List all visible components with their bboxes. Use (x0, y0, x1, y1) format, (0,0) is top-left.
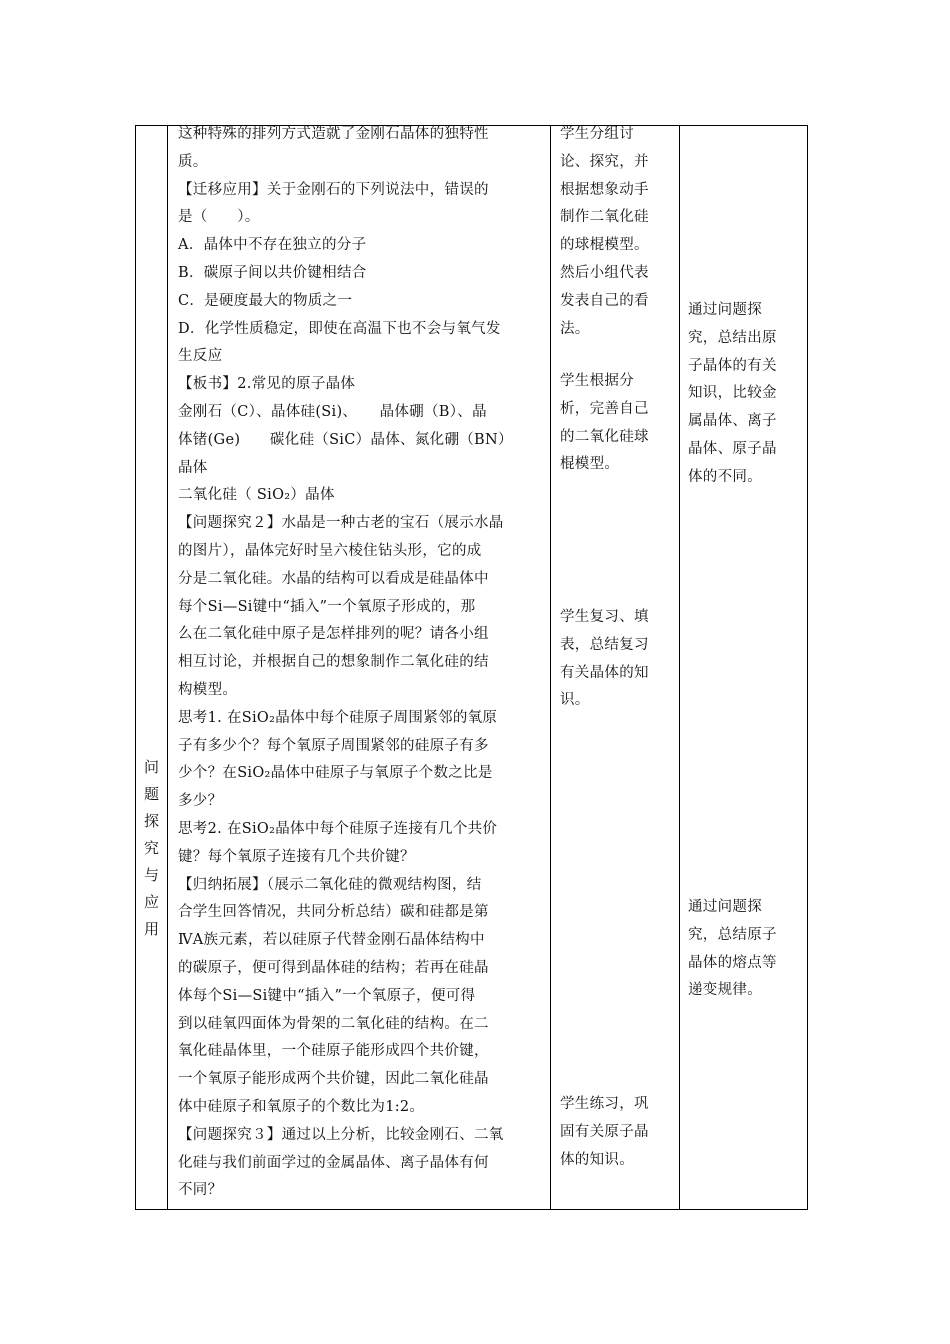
student-activity-line: 学生分组讨 (560, 126, 634, 142)
student-activity-line: 棍模型。 (560, 456, 620, 473)
student-activity-line: 发表自己的看 (560, 292, 649, 309)
content-line: 质。 (178, 153, 208, 170)
content-line: 少个？在SiO₂晶体中硅原子与氧原子个数之比是 (178, 765, 493, 782)
content-line: 子有多少个？每个氧原子周围紧邻的硅原子有多 (178, 737, 489, 754)
student-activity-line: 学生复习、填 (560, 609, 649, 625)
design-intent-line: 递变规律。 (688, 982, 762, 999)
student-activity-line: 根据想象动手 (560, 181, 649, 198)
content-line: 二氧化硅（ SiO₂）晶体 (178, 487, 335, 504)
content-line: 是（ ）。 (178, 209, 260, 226)
section-label-char: 题 (143, 785, 159, 803)
design-intent-line: 通过问题探 (688, 302, 762, 318)
column-divider (550, 126, 551, 1209)
student-activity-column (560, 126, 678, 1209)
content-line: 思考2. 在SiO₂晶体中每个硅原子连接有几个共价 (178, 821, 498, 837)
section-label-char: 问 (143, 758, 159, 776)
content-line: 金刚石（C）、晶体硅(Si)、 晶体硼（B）、晶 (178, 404, 487, 420)
student-activity-line: 学生练习，巩 (560, 1096, 649, 1112)
student-activity-line: 的球棍模型。 (560, 237, 649, 254)
content-line: 【归纳拓展】（展示二氧化硅的微观结构图，结 (178, 876, 482, 893)
student-activity-line: 有关晶体的知 (560, 664, 649, 681)
student-activity-line: 固有关原子晶 (560, 1123, 649, 1140)
design-intent-line: 体的不同。 (688, 468, 762, 485)
student-activity-line: 论、探究，并 (560, 153, 649, 170)
content-line: 化硅与我们前面学过的金属晶体、离子晶体有何 (178, 1154, 489, 1171)
content-line: 【问题探究２】水晶是一种古老的宝石（展示水晶 (178, 515, 504, 532)
content-line: 体中硅原子和氧原子的个数比为1:2。 (178, 1099, 425, 1115)
content-line: 合学生回答情况，共同分析总结）碳和硅都是第 (178, 904, 489, 921)
content-line: ⅣA族元素，若以硅原子代替金刚石晶体结构中 (178, 932, 485, 949)
design-intent-line: 属晶体、离子 (688, 413, 777, 430)
design-intent-line: 究，总结出原 (688, 329, 777, 346)
student-activity-line: 体的知识。 (560, 1151, 634, 1168)
content-line: 【迁移应用】关于金刚石的下列说法中，错误的 (178, 181, 489, 198)
student-activity-line: 识。 (560, 692, 590, 709)
content-line: 到以硅氧四面体为骨架的二氧化硅的结构。在二 (178, 1015, 489, 1032)
design-intent-line: 晶体、原子晶 (688, 441, 777, 457)
content-line: D．化学性质稳定，即使在高温下也不会与氧气发 (178, 320, 501, 337)
content-line: 这种特殊的排列方式造就了金刚石晶体的独特性 (178, 126, 489, 142)
content-line: C．是硬度最大的物质之一 (178, 292, 353, 309)
content-line: 每个Si—Si键中“插入”一个氧原子形成的，那 (178, 598, 476, 615)
student-activity-line: 学生根据分 (560, 373, 634, 389)
content-line: 么在二氧化硅中原子是怎样排列的呢？请各小组 (178, 626, 489, 643)
section-label-char: 探 (143, 812, 159, 830)
design-intent-line: 子晶体的有关 (688, 357, 777, 374)
design-intent-column (688, 126, 806, 1209)
student-activity-line: 析，完善自己 (560, 400, 649, 417)
student-activity-line: 然后小组代表 (560, 265, 649, 281)
student-activity-line: 的二氧化硅球 (560, 428, 649, 445)
design-intent-line: 知识，比较金 (688, 385, 777, 402)
section-label-char: 用 (143, 920, 159, 938)
content-line: 相互讨论，并根据自己的想象制作二氧化硅的结 (178, 654, 489, 671)
lesson-table (135, 125, 808, 1210)
section-label-char: 应 (143, 893, 159, 911)
section-label-char: 究 (143, 839, 159, 857)
content-line: 多少？ (178, 793, 223, 810)
content-line: B．碳原子间以共价键相结合 (178, 265, 367, 281)
content-line: 思考1. 在SiO₂晶体中每个硅原子周围紧邻的氧原 (178, 709, 498, 726)
column-divider (679, 126, 680, 1209)
column-divider (167, 126, 168, 1209)
student-activity-line: 表，总结复习 (560, 636, 649, 653)
teaching-content-column (178, 126, 548, 1209)
content-line: 体锗(Ge) 碳化硅（SiC）晶体、氮化硼（BN） (178, 431, 513, 448)
content-line: 体每个Si—Si键中“插入”一个氧原子，便可得 (178, 987, 476, 1004)
content-line: 键？每个氧原子连接有几个共价键？ (178, 848, 415, 865)
content-line: 的图片），晶体完好时呈六棱住钻头形，它的成 (178, 543, 482, 559)
student-activity-line: 法。 (560, 320, 590, 337)
design-intent-line: 究，总结原子 (688, 926, 777, 943)
design-intent-line: 通过问题探 (688, 899, 762, 915)
section-label-column (136, 126, 167, 1209)
content-line: 的碳原子，便可得到晶体硅的结构；若再在硅晶 (178, 960, 489, 976)
content-line: 构模型。 (178, 682, 238, 698)
content-line: 【问题探究３】通过以上分析，比较金刚石、二氧 (178, 1126, 504, 1143)
content-line: 分是二氧化硅。水晶的结构可以看成是硅晶体中 (178, 570, 489, 587)
content-line: 一个氧原子能形成两个共价键，因此二氧化硅晶 (178, 1071, 489, 1088)
content-line: 氧化硅晶体里，一个硅原子能形成四个共价键， (178, 1043, 489, 1060)
content-line: 晶体 (178, 459, 208, 476)
content-line: 生反应 (178, 348, 223, 365)
content-line: 不同？ (178, 1182, 223, 1199)
content-line: 【板书】2.常见的原子晶体 (178, 376, 356, 393)
content-line: A．晶体中不存在独立的分子 (178, 237, 367, 254)
student-activity-line: 制作二氧化硅 (560, 209, 649, 226)
section-label-char: 与 (143, 866, 159, 884)
design-intent-line: 晶体的熔点等 (688, 954, 777, 971)
